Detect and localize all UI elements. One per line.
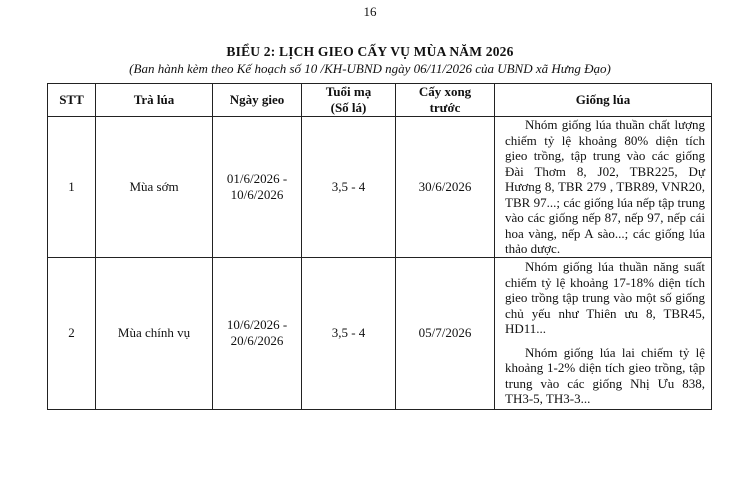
- cell-giong-lua: [495, 117, 712, 258]
- cell-ngay-gieo-end: 10/6/2026: [230, 186, 284, 202]
- variety-paragraph: Nhóm giống lúa thuần chất lượng chiếm tỷ lệ khoảng 80% diện tích gieo trồng, tập trung vào các giống Đài Thơm 8, J02, TBR225, Dự Hương 8, TBR 279 , TBR89, VNR20, TBR 97...; các giống lúa nếp tập trung vào các giống nếp 87, nếp 97, nếp cái hoa vàng, nếp A sào...; các giống lúa thảo dược.: [505, 117, 705, 256]
- header-tuoi-ma: [302, 84, 396, 117]
- header-tra-lua: Trà lúa: [96, 84, 213, 117]
- cell-tuoi-ma: 3,5 - 4: [302, 117, 396, 258]
- cell-cay-xong: 30/6/2026: [396, 117, 495, 258]
- cell-tra-lua: Mùa chính vụ: [96, 257, 213, 409]
- header-cay-xong-line1: Cấy xong: [418, 84, 472, 99]
- cell-ngay-gieo-start: 10/6/2026 -: [226, 317, 288, 332]
- cell-stt: 1: [48, 117, 96, 258]
- header-cay-xong-line2: trước: [429, 100, 461, 115]
- document-title: BIỂU 2: LỊCH GIEO CẤY VỤ MÙA NĂM 2026: [226, 44, 514, 59]
- header-ngay-gieo: Ngày gieo: [213, 84, 302, 117]
- table-row: [48, 117, 712, 258]
- cell-ngay-gieo-end: 20/6/2026: [230, 333, 284, 348]
- header-giong-lua: Giống lúa: [495, 84, 712, 117]
- planting-schedule-table: [47, 83, 712, 410]
- header-tuoi-ma-line2: (Số lá): [330, 100, 367, 115]
- cell-tra-lua: Mùa sớm: [96, 117, 213, 258]
- document-subtitle: (Ban hành kèm theo Kế hoạch số 10 /KH-UBND ngày 06/11/2026 của UBND xã Hưng Đạo): [129, 61, 611, 76]
- variety-paragraph: Nhóm giống lúa thuần năng suất chiếm tỷ lệ khoảng 17-18% diện tích gieo trồng tập trung vào một số giống chủ yếu như Thiên ưu 8, TBR45, HD11...: [505, 259, 705, 337]
- cell-cay-xong: 05/7/2026: [396, 257, 495, 409]
- cell-stt: 2: [48, 257, 96, 409]
- table-row: [48, 257, 712, 409]
- header-tuoi-ma-line1: Tuổi mạ: [325, 84, 372, 99]
- table-header-row: [48, 84, 712, 117]
- variety-paragraph: Nhóm giống lúa lai chiếm tỷ lệ khoảng 1-2% diện tích gieo trồng, tập trung vào các giống Nhị Ưu 838, TH3-5, TH3-3...: [505, 344, 705, 407]
- page-number: 16: [363, 4, 377, 19]
- header-stt: STT: [48, 84, 96, 117]
- header-cay-xong: [396, 84, 495, 117]
- cell-ngay-gieo-start: 01/6/2026 -: [226, 170, 288, 186]
- cell-ngay-gieo: [213, 257, 302, 409]
- cell-giong-lua: [495, 257, 712, 409]
- cell-ngay-gieo: [213, 117, 302, 258]
- cell-tuoi-ma: 3,5 - 4: [302, 257, 396, 409]
